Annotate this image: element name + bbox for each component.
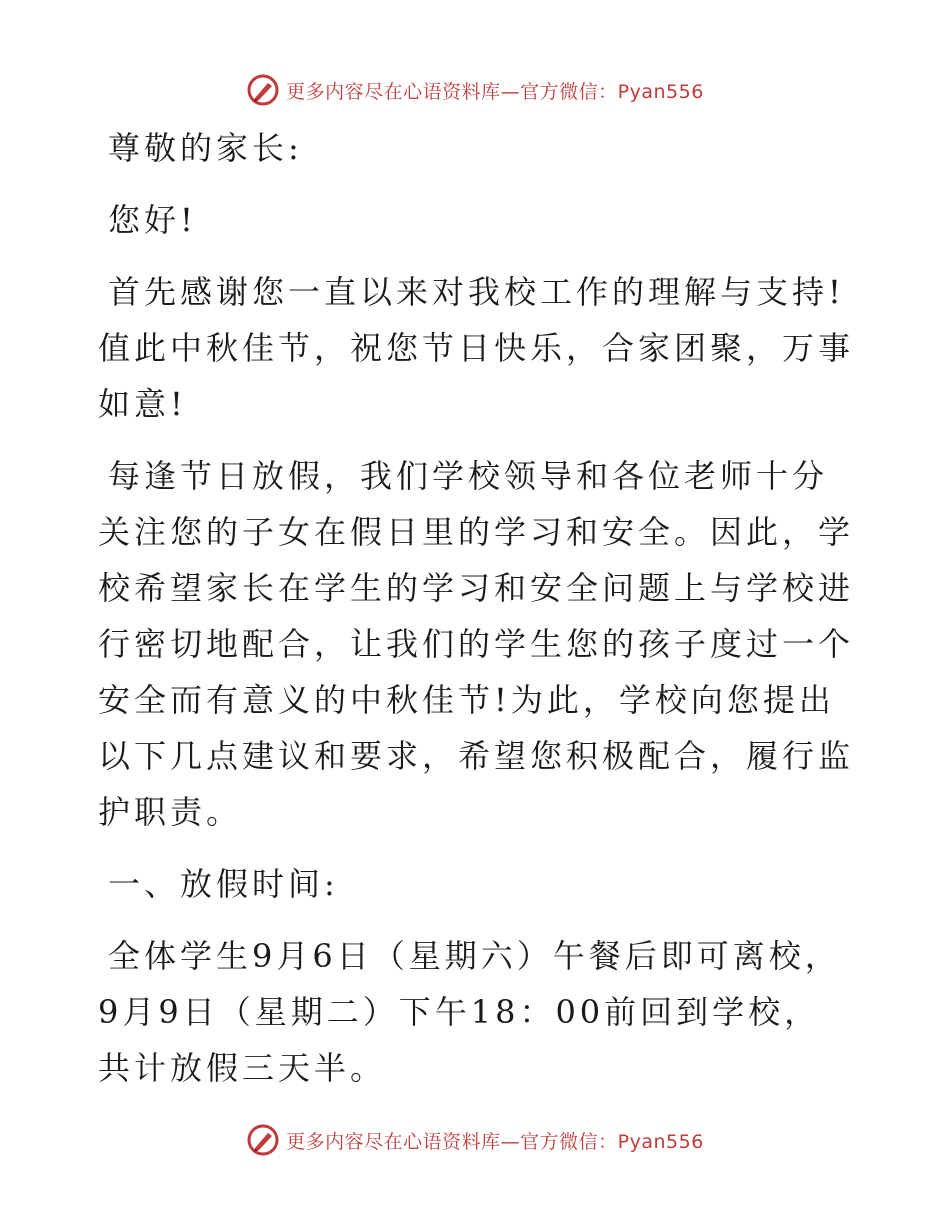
- greeting: 您好!: [108, 201, 197, 239]
- pen-logo-icon: [246, 73, 280, 107]
- pen-logo-icon: [246, 1123, 280, 1157]
- header-banner: [0, 70, 950, 110]
- paragraph-thanks: 首先感谢您一直以来对我校工作的理解与支持!值此中秋佳节，祝您节日快乐，合家团聚，万事如意!: [98, 273, 855, 423]
- footer-banner: [0, 1120, 950, 1160]
- section-body-holiday-time: 全体学生9月6日（星期六）午餐后即可离校，9月9日（星期二）下午18：00前回到学校，共计放假三天半。: [98, 937, 841, 1087]
- header-banner-inner: [246, 73, 704, 107]
- paragraph-safety: 每逢节日放假，我们学校领导和各位老师十分关注您的子女在假日里的学习和安全。因此，学校希望家长在学生的学习和安全问题上与学校进行密切地配合，让我们的学生您的孩子度过一个安全而有意义的中秋佳节!为此，学校向您提出以下几点建议和要求，希望您积极配合，履行监护职责。: [98, 457, 855, 831]
- section-heading-holiday-time: 一、放假时间:: [108, 865, 339, 903]
- letter-body: [98, 120, 854, 1096]
- header-banner-text: 更多内容尽在心语资料库—官方微信：Pyan556: [286, 80, 704, 103]
- footer-banner-inner: [246, 1123, 704, 1157]
- salutation: 尊敬的家长:: [108, 129, 303, 167]
- footer-banner-text: 更多内容尽在心语资料库—官方微信：Pyan556: [286, 1130, 704, 1153]
